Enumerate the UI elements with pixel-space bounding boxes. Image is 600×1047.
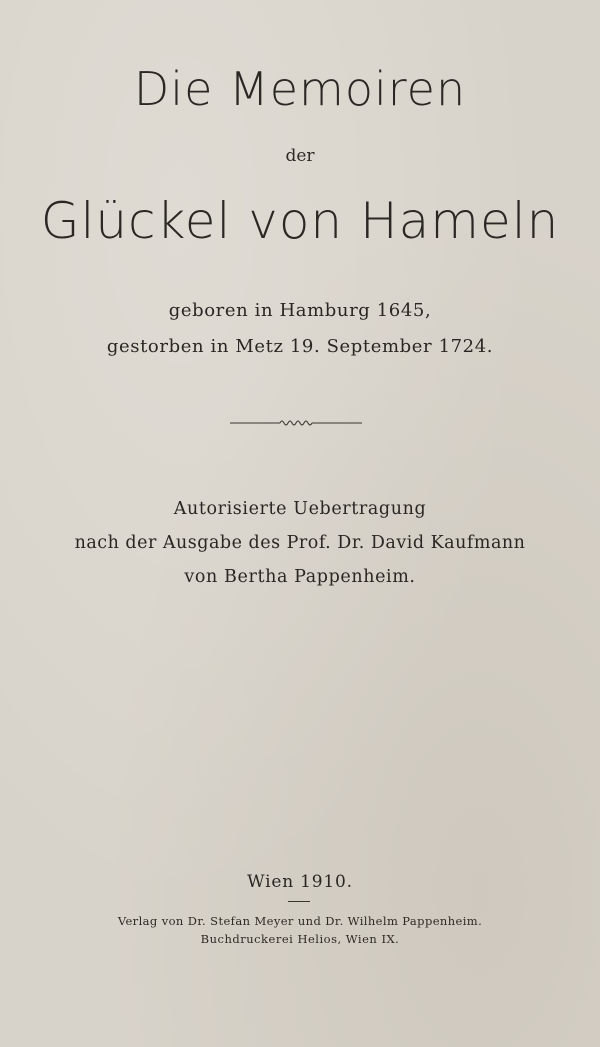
attribution-line-2: nach der Ausgabe des Prof. Dr. David Kaufmann bbox=[74, 533, 526, 553]
imprint-divider bbox=[288, 901, 310, 902]
place-year: Wien 1910. bbox=[247, 872, 353, 892]
publisher-line: Verlag von Dr. Stefan Meyer und Dr. Wilhelm Pappenheim. bbox=[117, 914, 483, 928]
title-line-2: Glückel von Hameln bbox=[40, 192, 560, 250]
printer-line: Buchdruckerei Helios, Wien IX. bbox=[200, 932, 400, 946]
wave-ornament-icon bbox=[230, 414, 362, 430]
attribution-line-3: von Bertha Pappenheim. bbox=[184, 567, 416, 587]
birth-line: geboren in Hamburg 1645, bbox=[168, 300, 432, 321]
title-connector: der bbox=[285, 146, 315, 166]
attribution-line-1: Autorisierte Uebertragung bbox=[173, 499, 427, 519]
death-line: gestorben in Metz 19. September 1724. bbox=[106, 336, 494, 357]
title-line-1: Die Memoiren bbox=[133, 62, 467, 116]
